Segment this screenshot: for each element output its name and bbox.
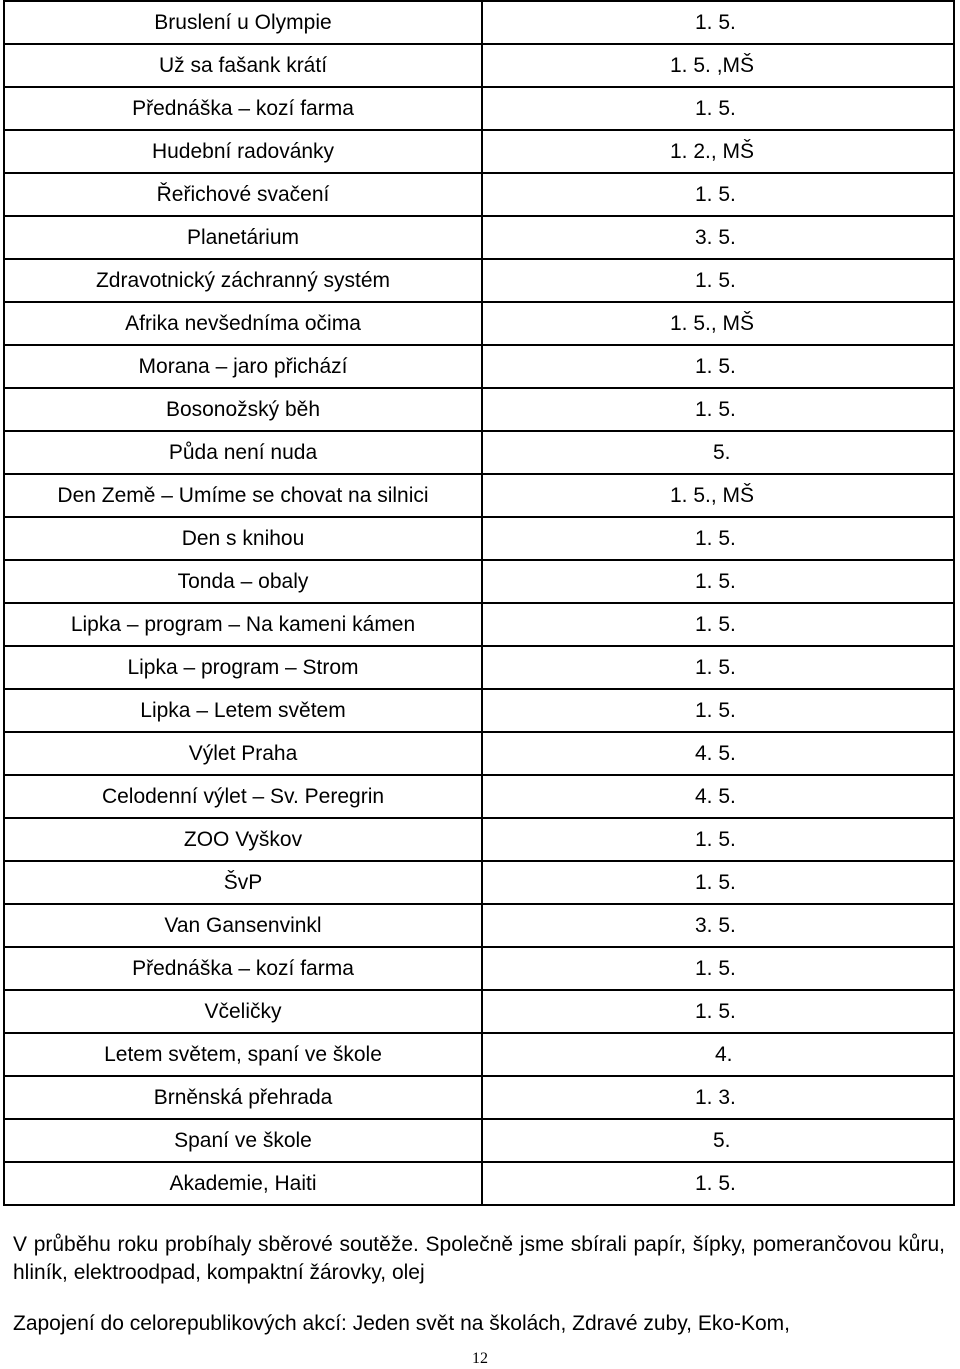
table-row (4, 861, 954, 904)
event-name-cell: Den Země – Umíme se chovat na silnici (4, 474, 482, 517)
event-name-cell: Den s knihou (4, 517, 482, 560)
grades-cell: 1. 5. (482, 947, 954, 990)
event-name-cell: Akademie, Haiti (4, 1162, 482, 1205)
table-row (4, 732, 954, 775)
grades-cell: 1. 5., MŠ (482, 302, 954, 345)
table-row (4, 302, 954, 345)
table-row (4, 216, 954, 259)
table-row (4, 818, 954, 861)
table-row (4, 173, 954, 216)
grades-cell: 1. 5. (482, 818, 954, 861)
grades-cell: 5. (482, 1119, 954, 1162)
event-name-cell: Planetárium (4, 216, 482, 259)
grades-cell: 4. 5. (482, 775, 954, 818)
grades-cell: 1. 5. (482, 560, 954, 603)
campaigns-paragraph: Zapojení do celorepublikových akcí: Jeden svět na školách, Zdravé zuby, Eko-Kom, (13, 1312, 791, 1335)
event-name-cell: Afrika nevšedníma očima (4, 302, 482, 345)
event-name-cell: Přednáška – kozí farma (4, 87, 482, 130)
event-name-cell: Lipka – program – Na kameni kámen (4, 603, 482, 646)
events-table-body (4, 1, 954, 1205)
table-row (4, 947, 954, 990)
event-name-cell: Tonda – obaly (4, 560, 482, 603)
grades-cell: 1. 5. (482, 87, 954, 130)
grades-cell: 1. 5. (482, 603, 954, 646)
table-row (4, 990, 954, 1033)
grades-cell: 4. 5. (482, 732, 954, 775)
grades-cell: 1. 5. (482, 388, 954, 431)
table-row (4, 517, 954, 560)
grades-cell: 1. 5. (482, 1, 954, 44)
grades-cell: 3. 5. (482, 216, 954, 259)
table-row (4, 560, 954, 603)
table-row (4, 775, 954, 818)
table-row (4, 474, 954, 517)
event-name-cell: Bosonožský běh (4, 388, 482, 431)
event-name-cell: Brněnská přehrada (4, 1076, 482, 1119)
grades-cell: 4. (482, 1033, 954, 1076)
grades-cell: 1. 5. (482, 259, 954, 302)
table-row (4, 689, 954, 732)
event-name-cell: ZOO Vyškov (4, 818, 482, 861)
event-name-cell: Morana – jaro přichází (4, 345, 482, 388)
table-row (4, 388, 954, 431)
table-row (4, 1076, 954, 1119)
event-name-cell: Přednáška – kozí farma (4, 947, 482, 990)
event-name-cell: Spaní ve škole (4, 1119, 482, 1162)
event-name-cell: Výlet Praha (4, 732, 482, 775)
table-row (4, 87, 954, 130)
event-name-cell: ŠvP (4, 861, 482, 904)
grades-cell: 1. 5. (482, 990, 954, 1033)
grades-cell: 1. 5. (482, 345, 954, 388)
event-name-cell: Už sa fašank krátí (4, 44, 482, 87)
table-row (4, 130, 954, 173)
grades-cell: 1. 5. (482, 861, 954, 904)
table-row (4, 431, 954, 474)
events-table (3, 0, 955, 1206)
table-row (4, 1, 954, 44)
event-name-cell: Zdravotnický záchranný systém (4, 259, 482, 302)
event-name-cell: Hudební radovánky (4, 130, 482, 173)
grades-cell: 3. 5. (482, 904, 954, 947)
table-row (4, 904, 954, 947)
table-row (4, 646, 954, 689)
table-row (4, 603, 954, 646)
grades-cell: 5. (482, 431, 954, 474)
grades-cell: 1. 5. (482, 173, 954, 216)
event-name-cell: Van Gansenvinkl (4, 904, 482, 947)
event-name-cell: Řeřichové svačení (4, 173, 482, 216)
grades-cell: 1. 5. (482, 517, 954, 560)
grades-cell: 1. 2., MŠ (482, 130, 954, 173)
table-row (4, 1033, 954, 1076)
grades-cell: 1. 5. (482, 689, 954, 732)
collection-paragraph: V průběhu roku probíhaly sběrové soutěže. Společně jsme sbírali papír, šípky, pomerančovou kůru, hliník, elektroodpad, kompaktní žárovky, olej (13, 1233, 945, 1284)
table-row (4, 1162, 954, 1205)
event-name-cell: Lipka – program – Strom (4, 646, 482, 689)
event-name-cell: Lipka – Letem světem (4, 689, 482, 732)
event-name-cell: Celodenní výlet – Sv. Peregrin (4, 775, 482, 818)
table-row (4, 345, 954, 388)
event-name-cell: Bruslení u Olympie (4, 1, 482, 44)
page-number: 12 (472, 1350, 488, 1367)
event-name-cell: Letem světem, spaní ve škole (4, 1033, 482, 1076)
grades-cell: 1. 3. (482, 1076, 954, 1119)
table-row (4, 259, 954, 302)
table-row (4, 1119, 954, 1162)
table-row (4, 44, 954, 87)
grades-cell: 1. 5. ,MŠ (482, 44, 954, 87)
grades-cell: 1. 5. (482, 1162, 954, 1205)
event-name-cell: Včeličky (4, 990, 482, 1033)
grades-cell: 1. 5. (482, 646, 954, 689)
event-name-cell: Půda není nuda (4, 431, 482, 474)
grades-cell: 1. 5., MŠ (482, 474, 954, 517)
